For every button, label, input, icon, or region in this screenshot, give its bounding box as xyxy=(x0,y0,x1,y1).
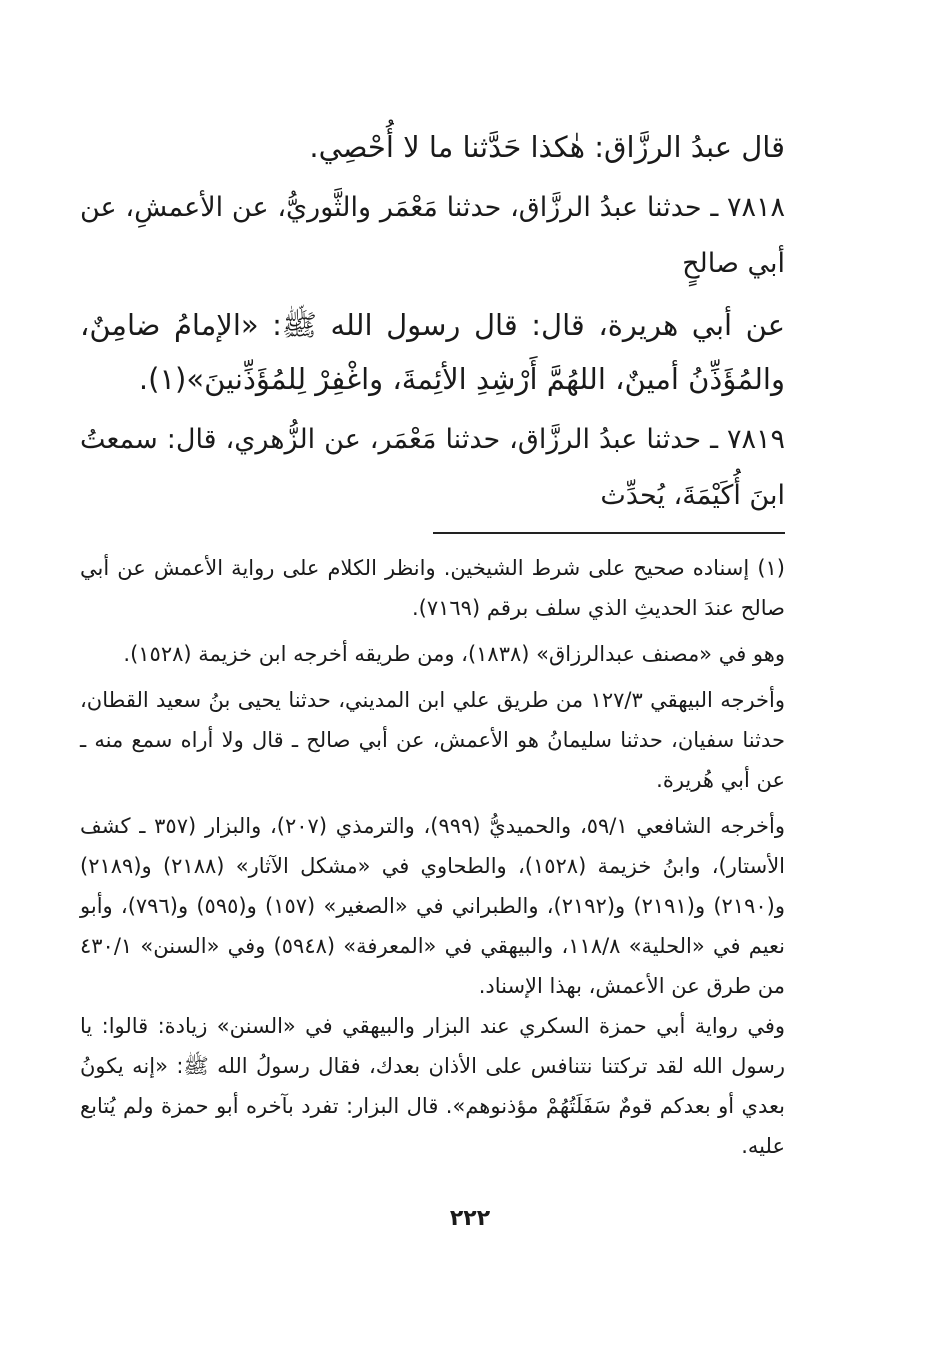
hadith-7818-chain: ٧٨١٨ ـ حدثنا عبدُ الرزَّاق، حدثنا مَعْمَر والثَّوريُّ، عن الأعمشِ، عن أبي صالحٍ xyxy=(80,192,785,279)
page-body xyxy=(80,120,785,1360)
hadith-7819-chain: ٧٨١٩ ـ حدثنا عبدُ الرزَّاق، حدثنا مَعْمَر، عن الزُّهري، قال: سمعتُ ابنَ أُكَيْمَةَ، يُحدِّث xyxy=(80,424,785,511)
footnote-1-source: وهو في «مصنف عبدالرزاق» (١٨٣٨)، ومن طريقه أخرجه ابن خزيمة (١٥٢٨). xyxy=(123,642,785,666)
footnote-1-bayhaqi: وأخرجه البيهقي ١٢٧/٣ من طريق علي ابن المديني، حدثنا يحيى بنُ سعيد القطان، حدثنا سفيان، حدثنا سليمانُ هو الأعمش، عن أبي صالح ـ قال ولا أراه سمع منه ـ عن أبي هُريرة. xyxy=(80,688,785,792)
footnote-1-intro: (١) إسناده صحيح على شرط الشيخين. وانظر الكلام على رواية الأعمش عن أبي صالح عندَ الحديثِ الذي سلف برقم (٧١٦٩). xyxy=(80,556,785,620)
footnote-1-other-sources: وأخرجه الشافعي ٥٩/١، والحميديُّ (٩٩٩)، والترمذي (٢٠٧)، والبزار (٣٥٧ ـ كشف الأستار)، وابنُ خزيمة (١٥٢٨)، والطحاوي في «مشكل الآثار» (٢١٨٨) و(٢١٨٩) و(٢١٩٠) و(٢١٩١) و(٢١٩٢)، والطبراني في «الصغير» (١٥٧) و(٥٩٥) و(٧٩٦)، وأبو نعيم في «الحلية» ١١٨/٨، والبيهقي في «المعرفة» (٥٩٤٨) وفي «السنن» ٤٣٠/١ من طرق عن الأعمش، بهذا الإسناد. xyxy=(80,814,786,998)
main-line-1: قال عبدُ الرزَّاق: هٰكذا حَدَّثنا ما لا أُحْصِي. xyxy=(309,130,785,164)
hadith-7818-text: عن أبي هريرة، قال: قال رسول الله ﷺ: «الإمامُ ضامِنٌ، والمُؤَذِّنُ أمينٌ، اللهُمَّ أَرْشِدِ الأئِمةَ، واغْفِرْ لِلمُؤَذِّنينَ»(١). xyxy=(80,308,785,396)
footnotes xyxy=(80,548,785,1166)
page-number: ٢٢٢ xyxy=(449,1206,491,1231)
footnote-1-bazzar-addition: وفي رواية أبي حمزة السكري عند البزار والبيهقي في «السنن» زيادة: قالوا: يا رسول الله لقد تركتنا نتنافس على الأذان بعدك، فقال رسولُ الله ﷺ: «إنه يكونُ بعدي أو بعدكم قومٌ سَفَلَتُهُمْ مؤذنوهم». قال البزار: تفرد بآخره أبو حمزة ولم يُتابع عليه. xyxy=(80,1014,785,1158)
footnote-separator xyxy=(433,532,785,534)
main-text xyxy=(80,120,785,524)
